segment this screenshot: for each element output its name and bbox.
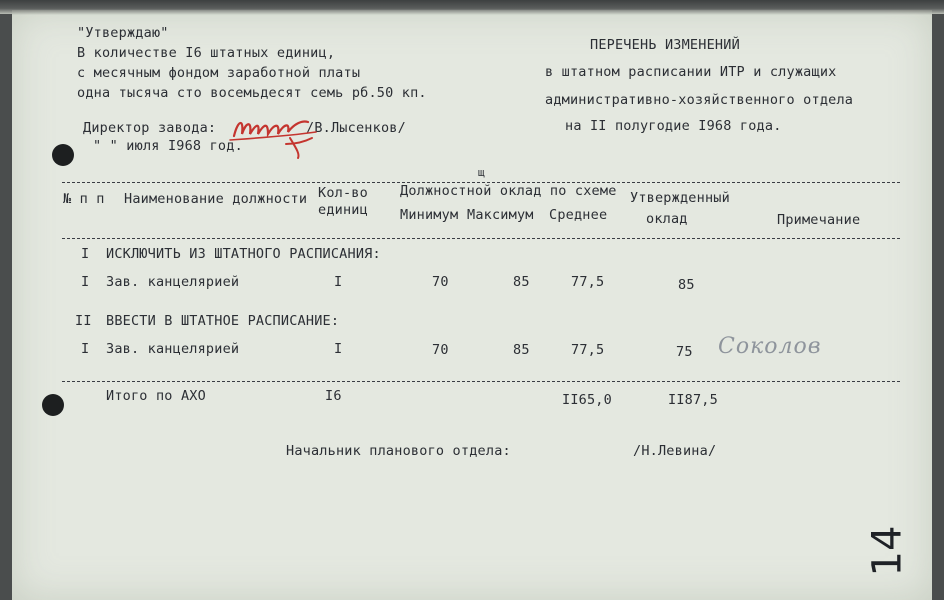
section-1-row-approved: 85 xyxy=(678,277,695,293)
section-1-row-num: I xyxy=(81,274,90,290)
total-approved: II87,5 xyxy=(668,392,718,408)
page-number: 14 xyxy=(864,525,911,577)
section-2-row-qty: I xyxy=(334,341,343,357)
section-1-row-min: 70 xyxy=(432,274,449,290)
col-header-min: Минимум xyxy=(400,207,459,223)
section-1-num: I xyxy=(81,246,90,262)
approval-line-1: В количестве I6 штатных единиц, xyxy=(77,45,336,61)
section-2-title: ВВЕСТИ В ШТАТНОЕ РАСПИСАНИЕ: xyxy=(106,313,340,329)
section-2-num: II xyxy=(75,313,92,329)
director-name: /В.Лысенков/ xyxy=(306,120,406,136)
col-header-num: № п п xyxy=(63,191,105,207)
document-title: ПЕРЕЧЕНЬ ИЗМЕНЕНИЙ xyxy=(590,37,740,53)
col-header-max: Максимум xyxy=(467,207,534,223)
col-header-note: Примечание xyxy=(777,212,861,228)
section-1-title: ИСКЛЮЧИТЬ ИЗ ШТАТНОГО РАСПИСАНИЯ: xyxy=(106,246,381,262)
section-2-row-max: 85 xyxy=(513,342,530,358)
approval-line-2: с месячным фондом заработной платы xyxy=(77,65,361,81)
approval-line-3: одна тысяча сто восемьдесят семь рб.50 кп. xyxy=(77,85,427,101)
section-1-row-position: Зав. канцелярией xyxy=(106,274,240,290)
heading-line-3: на II полугодие I968 года. xyxy=(565,118,782,134)
heading-line-1: в штатном расписании ИТР и служащих xyxy=(545,64,837,80)
page-edge-shadow xyxy=(12,10,932,15)
footer-name: /Н.Левина/ xyxy=(633,443,717,459)
director-signature xyxy=(228,108,328,160)
col-header-salary-scheme: Должностной оклад по схеме xyxy=(400,183,617,199)
punch-hole-bottom xyxy=(42,394,64,416)
col-header-qty-1: Кол-во xyxy=(318,185,368,201)
approval-title: "Утверждаю" xyxy=(77,25,169,41)
heading-line-2: административно-хозяйственного отдела xyxy=(545,92,854,108)
col-header-approved-1: Утвержденный xyxy=(630,190,730,206)
section-2-row-avg: 77,5 xyxy=(571,342,605,358)
total-avg: II65,0 xyxy=(562,392,612,408)
section-2-row-position: Зав. канцелярией xyxy=(106,341,240,357)
total-qty: I6 xyxy=(325,388,342,404)
section-1-row-avg: 77,5 xyxy=(571,274,605,290)
footer-label: Начальник планового отдела: xyxy=(286,443,511,459)
col-header-qty-2: единиц xyxy=(318,202,368,218)
header-rule-bottom xyxy=(62,238,900,239)
col-header-approved-2: оклад xyxy=(646,211,688,227)
section-1-row-max: 85 xyxy=(513,274,530,290)
stray-mark: щ xyxy=(478,166,485,179)
col-header-position: Наименование должности xyxy=(124,191,308,207)
total-label: Итого по АХО xyxy=(106,388,206,404)
section-2-row-min: 70 xyxy=(432,342,449,358)
director-label: Директор завода: xyxy=(83,120,217,136)
section-2-row-approved: 75 xyxy=(676,344,693,360)
section-2-row-note-pencil: Соколов xyxy=(718,334,822,359)
section-2-row-num: I xyxy=(81,341,90,357)
approval-date: " " июля I968 год. xyxy=(93,138,243,154)
total-rule xyxy=(62,381,900,382)
punch-hole-top xyxy=(52,144,74,166)
section-1-row-qty: I xyxy=(334,274,343,290)
col-header-avg: Среднее xyxy=(549,207,608,223)
